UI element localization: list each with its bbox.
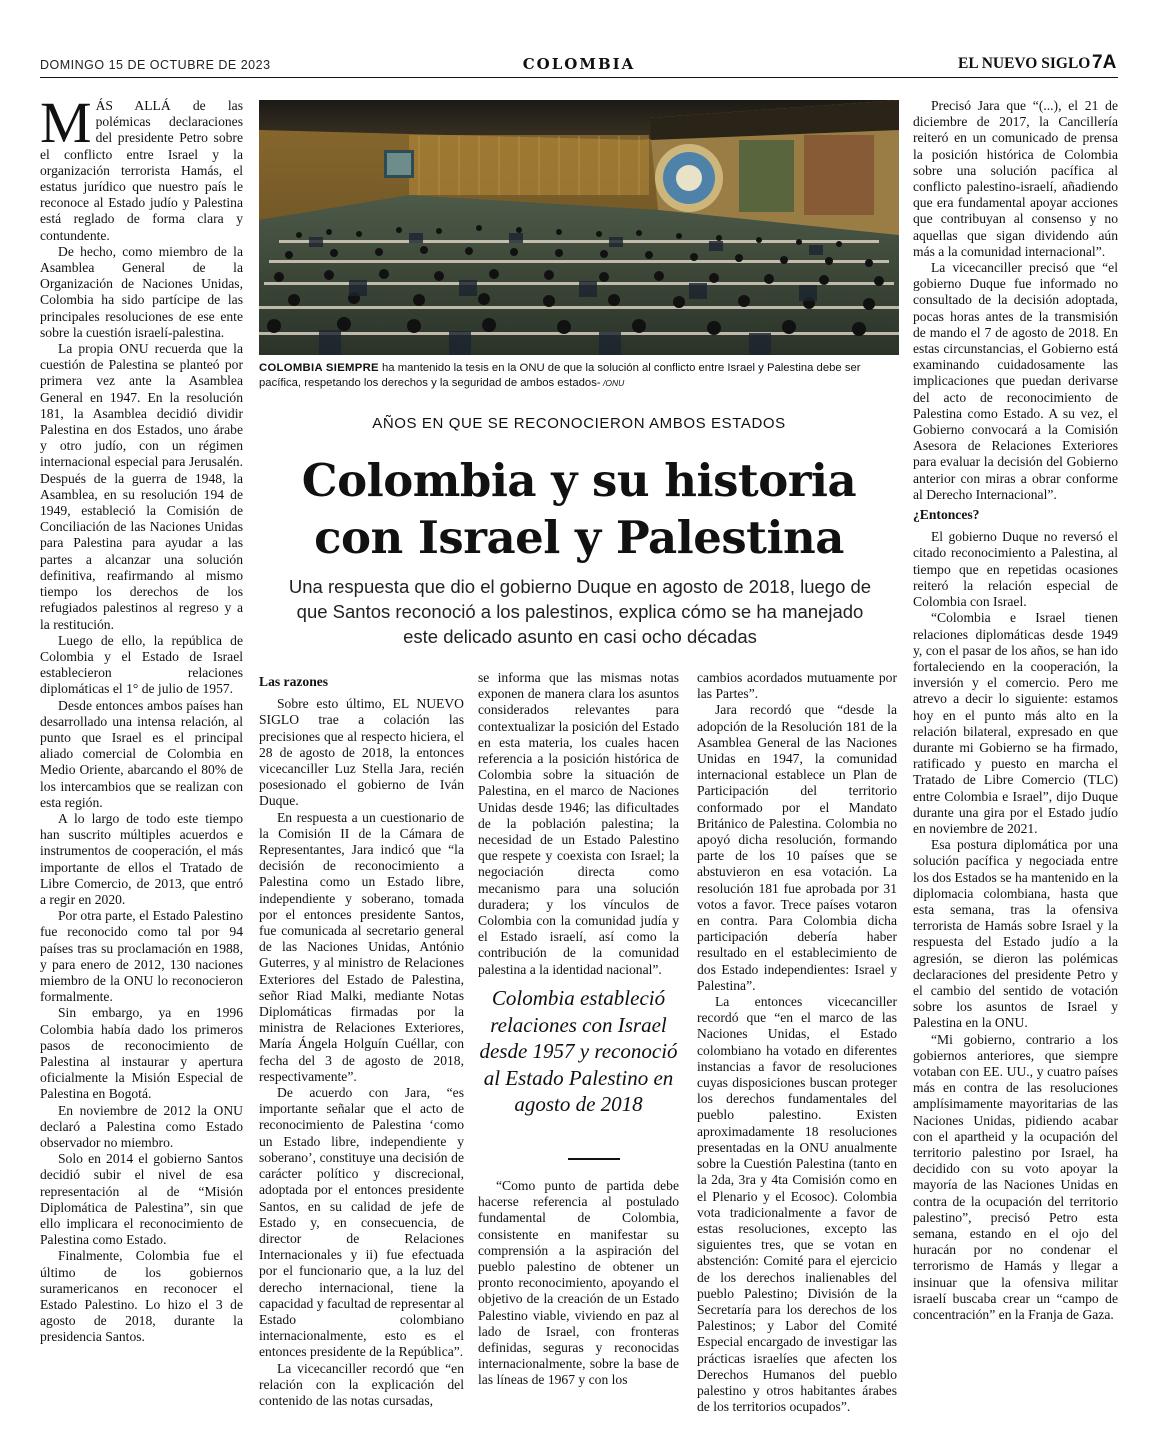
paragraph: El gobierno Duque no reversó el citado reconocimiento a Palestina, al tiempo que en repetidas ocasiones reiteró la relación especial de Colombia con Israel. [913, 529, 1118, 610]
article-column-3 [478, 670, 679, 978]
paragraph: Precisó Jara que “(...), el 21 de diciembre de 2017, la Cancillería reiteró en un comunicado de prensa la posición histórica de Colombia sobre una solución pacífica al conflicto palestino-israelí, añadiendo que era fundamental apoyar acciones que contribuyan al consenso y no aquellas que sigan dividendo aún más a la comunidad internacional”. [913, 98, 1118, 259]
headline-line-2: con Israel y Palestina [314, 511, 844, 564]
paragraph: Luego de ello, la república de Colombia y el Estado de Israel establecieron relaciones diplomáticas el 1° de julio de 1957. [40, 632, 243, 697]
article-column-2 [259, 670, 464, 1409]
paragraph: De hecho, como miembro de la Asamblea General de la Organización de Naciones Unidas, Colombia ha sido partícipe de las principales resoluciones de ese ente sobre la cuestión israelí-palestina. [40, 243, 243, 340]
article-column-3-bottom [478, 1178, 679, 1389]
header-rule [40, 77, 1118, 78]
photo-credit: /ONU [600, 377, 625, 388]
deck-subtitle: Una respuesta que dio el gobierno Duque en agosto de 2018, luego de que Santos reconoció a los palestinos, explica cómo se ha manejado este delicado asunto en casi ocho décadas [288, 576, 872, 647]
paragraph: En noviembre de 2012 la ONU declaró a Palestina como Estado observador no miembro. [40, 1102, 243, 1150]
paragraph: De acuerdo con Jara, “es importante señalar que el acto de reconocimiento de Palestina ‘como un Estado libre, independiente y soberano’, constituye una decisión de carácter político y discrecional, adoptada por el entonces presidente Santos, en su calidad de jefe de Estado y, en consecuencia, de director de Relaciones Internacionales y ii) fue efectuada por el funcionario que, a la luz del derecho internacional, tiene la capacidad y facultad de representar al Estado colombiano internacionalmente, esto es el entonces presidente de la República”. [259, 1085, 464, 1360]
section-title: COLOMBIA [522, 55, 636, 73]
paragraph: cambios acordados mutuamente por las Partes”. [697, 670, 897, 702]
issue-date: DOMINGO 15 DE OCTUBRE DE 2023 [40, 58, 271, 72]
paragraph: se informa que las mismas notas exponen de manera clara los asuntos considerados relevantes para contextualizar la posición del Estado en esta materia, los cuales hacen referencia a la posición histórica de Colombia sobre la situación de Palestina, en el marco de Naciones Unidas desde 1946; las dificultades de la población palestina; la necesidad de un Estado Palestino que respete y coexista con Israel; la negociación directa como mecanismo para una solución duradera; y los vínculos de Colombia con la comunidad judía y el Estado israelí, así como la contribución de la comunidad palestina a la identidad nacional”. [478, 670, 679, 977]
paragraph: Desde entonces ambos países han desarrollado una intensa relación, al punto que Israel es el principal aliado comercial de Colombia en Medio Oriente, abarcando el 80% de los intercambios que se realizan con esta región. [40, 697, 243, 810]
kicker: AÑOS EN QUE SE RECONOCIERON AMBOS ESTADOS [372, 415, 786, 432]
photo-caption [259, 361, 899, 390]
paragraph: La propia ONU recuerda que la cuestión de Palestina se planteó por primera vez ante la Asamblea General en 1947. En la resolución 181, la Asamblea decidió dividir Palestina en dos Estados, uno árabe y otro judío, con un régimen internacional especial para Jerusalén. Después de la guerra de 1948, la Asamblea, en su resolución 194 de 1949, estableció la Comisión de Conciliación de las Naciones Unidas para Palestina para ayudar a las partes a alcanzar una solución definitiva, reafirmando al mismo tiempo los derechos de los refugiados palestinos al regreso y a la restitución. [40, 341, 243, 632]
paragraph: Sobre esto último, EL NUEVO SIGLO trae a colación las precisiones que al respecto hiciera, el 28 de agosto de 2018, la entonces vicecanciller Luz Stella Jara, recién posesionado el gobierno de Iván Duque. [259, 696, 464, 809]
paragraph: Jara recordó que “desde la adopción de la Resolución 181 de la Asamblea General de las Naciones Unidas en 1947, la comunidad internacional establece un Plan de Participación del territorio conformado por el Mandato Británico de Palestina. Colombia no apoyó dicha resolución, formando parte de los 10 países que se abstuvieron en esa votación. La resolución 181 fue aprobada por 31 votos a favor. Trece países votaron en contra. Para Colombia dicha participación debería haber resultado en el establecimiento de dos Estado independientes: Israel y Palestina”. [697, 702, 897, 993]
subhead-razones: Las razones [259, 674, 329, 689]
headline [259, 452, 899, 566]
paragraph: “Mi gobierno, contrario a los gobiernos anteriores, que siempre votaban con EE. UU., y cuatro países más en contra de las resoluciones amplísimamente mayoritarias de las Naciones Unidas, pidiendo acabar con el apartheid y la ocupación del territorio palestino por Israel, ha decidido con su voto apoyar la mayoría de las Naciones Unidas en contra de la ocupación del territorio palestino”, precisó Petro esta semana, estando en el ojo del huracán por no condenar el terrorismo de Hamás y llegar a insinuar que la ofensiva militar israelí buscaba crear un “campo de concentración” en la Franja de Gaza. [913, 1031, 1118, 1323]
paragraph: Solo en 2014 el gobierno Santos decidió subir el nivel de esa representación al de “Misión Diplomática de Palestina”, sin que ello implicara el reconocimiento de Palestina como Estado. [40, 1151, 243, 1248]
dropcap: M [40, 90, 92, 155]
opening-text: de las polémicas declaraciones del presidente Petro sobre el conflicto entre Israel y la organización terrorista Hamás, el estatus jurídico que nuestro país le reconoce al Estado judío y Palestina está reglado de forma clara y contundente. [40, 98, 243, 243]
paragraph: A lo largo de todo este tiempo han suscrito múltiples acuerdos e instrumentos de cooperación, el más importante de ellos el Tratado de Libre Comercio, de 2013, que entró a regir en 2020. [40, 810, 243, 907]
paragraph: Finalmente, Colombia fue el último de los gobiernos suramericanos en reconocer el Estado Palestino. Lo hizo el 3 de agosto de 2018, durante la presidencia Santos. [40, 1248, 243, 1345]
paragraph: La entonces vicecanciller recordó que “en el marco de las Naciones Unidas, el Estado colombiano ha votado en diferentes instancias a favor de resoluciones cuyas disposiciones buscan proteger los derechos fundamentales del pueblo palestino. Existen aproximadamente 18 resoluciones presentadas en la ONU anualmente sobre la Cuestión Palestina (tanto en la 2da, 3ra y 4ta Comisión como en el Plenario y el Ecosoc). Colombia vota tradicionalmente a favor de estas resoluciones, excepto las siguientes tres, que se votan en abstención: Comité para el ejercicio de los derechos inalienables del pueblo Palestino; División de la Secretaría para los derechos de los Palestinos; y Labor del Comité Especial encargado de investigar las prácticas israelíes que afecten los Derechos Humanos del pueblo palestino y otros habitantes árabes de los territorios ocupados”. [697, 994, 897, 1415]
article-column-4 [697, 670, 897, 1415]
paragraph: Esa postura diplomática por una solución pacífica y negociada entre los dos Estados se ha mantenido en la diplomacia colombiana, hasta que esta semana, tras la ofensiva terrorista de Hamás sobre Israel y la respuesta del Estado judío a la agresión, se dieron las polémicas declaraciones del presidente Petro y el cambio del sentido de votación sobre los asuntos de Israel y Palestina en la ONU. [913, 837, 1119, 1031]
newspaper-logo: EL NUEVO SIGLO [958, 55, 1091, 72]
headline-line-1: Colombia y su historia [301, 454, 857, 507]
caption-lead: COLOMBIA SIEMPRE [259, 362, 379, 374]
paragraph: La vicecanciller precisó que “el gobierno Duque fue informado no consultado de la decisión adoptada, pocas horas antes de la transmisión de mando el 7 de agosto de 2018. En estas circunstancias, el Gobierno está examinando cuidadosamente las implicaciones que puedan derivarse del acto de reconocimiento de Palestina como Estado. A su vez, el Gobierno convocará a la Comisión Asesora de Relaciones Exteriores para evaluar la decisión del Gobierno anterior con miras a obrar conforme al Derecho Internacional”. [913, 260, 1118, 502]
un-assembly-photo [259, 100, 899, 355]
article-column-5 [913, 98, 1118, 1323]
paragraph: En respuesta a un cuestionario de la Comisión II de la Cámara de Representantes, Jara indicó que “la decisión de reconocimiento a Palestina como un Estado libre, independiente y soberano, tomada por el entonces presidente Santos, fue comunicada al secretario general de las Naciones Unidas, António Guterres, y al ministro de Relaciones Exteriores del Estado de Palestina, señor Riad Malki, mediante Notas Diplomáticas firmadas por la ministra de Relaciones Exteriores, María Ángela Holguín Cuéllar, con fecha del 3 de agosto de 2018, respectivamente”. [259, 809, 464, 1084]
paragraph: Sin embargo, ya en 1996 Colombia había dado los primeros pasos de reconocimiento de Palestina al instaurar y apertura oficialmente la Misión Especial de Palestina en Bogotá. [40, 1005, 243, 1102]
paragraph: Por otra parte, el Estado Palestino fue reconocido como tal por 94 países tras su proclamación en 1988, y para enero de 2012, 130 naciones miembro de la ONU lo reconocieron formalmente. [40, 908, 243, 1005]
lead-in: ÁS ALLÁ [95, 98, 171, 113]
paragraph: La vicecanciller recordó que “en relación con la explicación del contenido de las notas cursadas, [259, 1360, 464, 1408]
pull-quote-rule [568, 1158, 620, 1160]
article-column-1 [40, 90, 243, 1346]
paragraph: “Colombia e Israel tienen relaciones diplomáticas desde 1949 y, con el pasar de los años, se han ido fortaleciendo en la cooperación, la inversión y el comercio. Pero me atrevo a decir lo siguiente: estamos hoy en el punto más alto en la relación bilateral, expresado en que durante mi Gobierno se ha firmado, ratificado y puesto en marcha el Tratado de Libre Comercio (TLC) entre Colombia e Israel”, dijo Duque durante una gira por el Estado judío en noviembre de 2021. [913, 610, 1118, 836]
pull-quote: Colombia estableció relaciones con Israel desde 1957 y reconoció al Estado Palestino en agosto de 2018 [479, 986, 678, 1116]
page-number: 7A [1092, 52, 1117, 73]
paragraph: “Como punto de partida debe hacerse referencia al postulado fundamental de Colombia, consistente en manifestar su comprensión a la aspiración del pueblo palestino de obtener un pronto reconocimiento, apoyando el objetivo de la creación de un Estado Palestino viable, viviendo en paz al lado de Israel, con fronteras definidas, seguras y reconocidas internacionalmente, sobre la base de las líneas de 1967 y con los [478, 1178, 679, 1388]
caption-text: ha mantenido la tesis en la ONU de que la solución al conflicto entre Israel y Palestina debe ser pacífica, respetando los derechos y la seguridad de ambos estados- [259, 362, 861, 389]
subhead-entonces: ¿Entonces? [913, 507, 980, 523]
opening-paragraph [40, 90, 243, 244]
